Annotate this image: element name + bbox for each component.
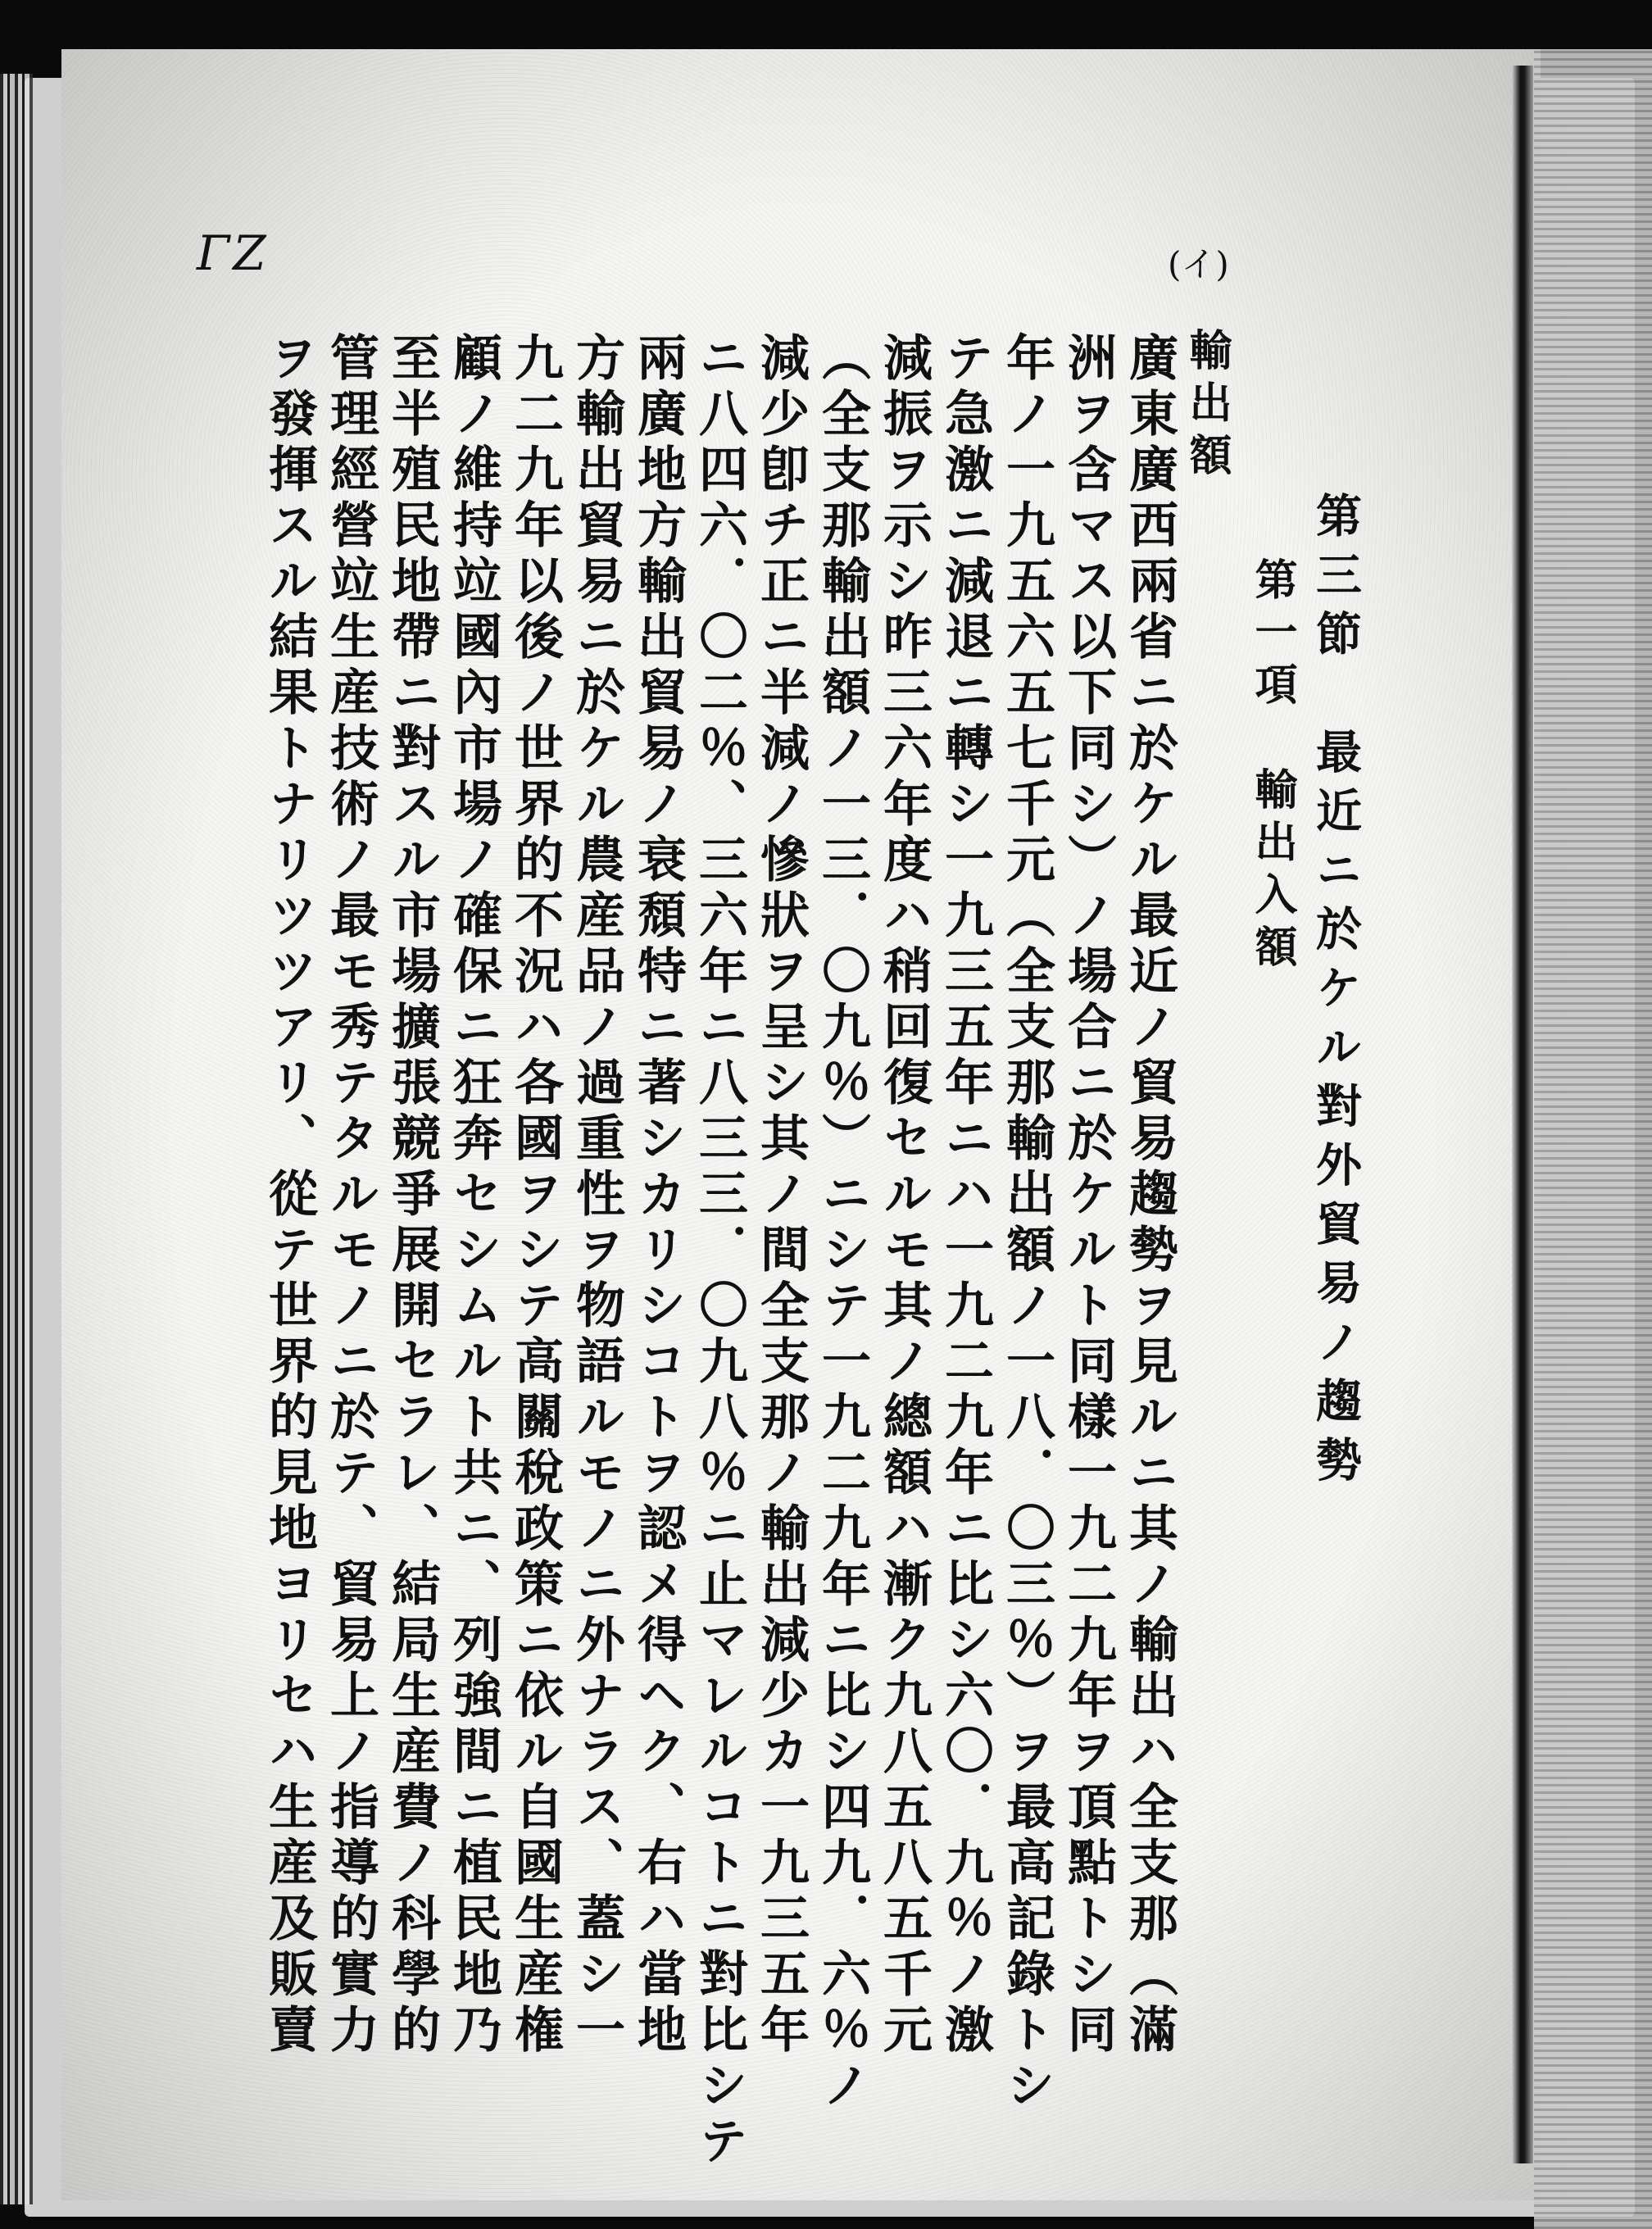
body-line: 管理經營竝生産技術ノ最モ秀テタルモノニ於テ、貿易上ノ指導的實力 <box>322 332 379 2059</box>
page-marker: (イ) <box>1168 244 1229 284</box>
body-line: ニ八四六．〇二％、三六年ニ八三三．〇九八％ニ止マレルコトニ對比シテ <box>691 332 748 2171</box>
body-line: 顧ノ維持竝國內市場ノ確保ニ狂奔セシムルト共ニ、列強間ニ植民地乃 <box>445 332 502 2059</box>
body-line: 至半殖民地帶ニ對スル市場擴張競爭展開セラレ、結局生産費ノ科學的 <box>384 332 441 2059</box>
body-line: 減少卽チ正ニ半減ノ慘狀ヲ呈シ其ノ間全支那ノ輸出減少カ一九三五年 <box>752 332 810 2059</box>
body-line: （全支那輸出額ノ一三．〇九％）ニシテ一九二九年ニ比シ四九．六％ノ <box>814 332 871 2115</box>
body-line: 年ノ一九五六五七千元（全支那輸出額ノ一八．〇三％）ヲ最高記錄トシ <box>998 332 1055 2115</box>
body-line: 減振ヲ示シ昨三六年度ハ稍回復セルモ其ノ總額ハ漸ク九八五八五千元 <box>875 332 933 2059</box>
section-title: 第三節 最近ニ於ケル對外貿易ノ趨勢 <box>1309 492 1363 1495</box>
handwritten-page-note: ΓZ <box>197 225 270 281</box>
body-line: ヲ發揮スル結果トナリツツアリ、從テ世界的見地ヨリセハ生産及販賣 <box>261 332 318 2059</box>
right-page-stack <box>1534 49 1652 2229</box>
binding-gutter <box>1512 66 1533 2163</box>
body-line: 洲ヲ含マス以下同シ）ノ場合ニ於ケルト同樣一九二九年ヲ頂點トシ同 <box>1060 332 1117 2059</box>
body-line: 九二九年以後ノ世界的不況ハ各國ヲシテ高關稅政策ニ依ル自國生産権 <box>506 332 564 2059</box>
body-line: 兩廣地方輸出貿易ノ衰頹特ニ著シカリシコトヲ認メ得ヘク、右ハ當地 <box>629 332 687 2059</box>
left-page-edge <box>0 74 33 2204</box>
body-line: テ急激ニ減退ニ轉シ一九三五年ニハ一九二九年ニ比シ六〇．九％ノ激 <box>937 332 994 2059</box>
body-line: 方輸出貿易ニ於ケル農産品ノ過重性ヲ物語ルモノニ外ナラス、蓋シ一 <box>568 332 625 2059</box>
subsection-title: 第一項 輸出入額 <box>1247 557 1297 977</box>
body-line: 廣東廣西兩省ニ於ケル最近ノ貿易趨勢ヲ見ルニ其ノ輸出ハ全支那（滿 <box>1121 332 1178 2059</box>
subheading-export-value: 輸出額 <box>1182 328 1232 485</box>
